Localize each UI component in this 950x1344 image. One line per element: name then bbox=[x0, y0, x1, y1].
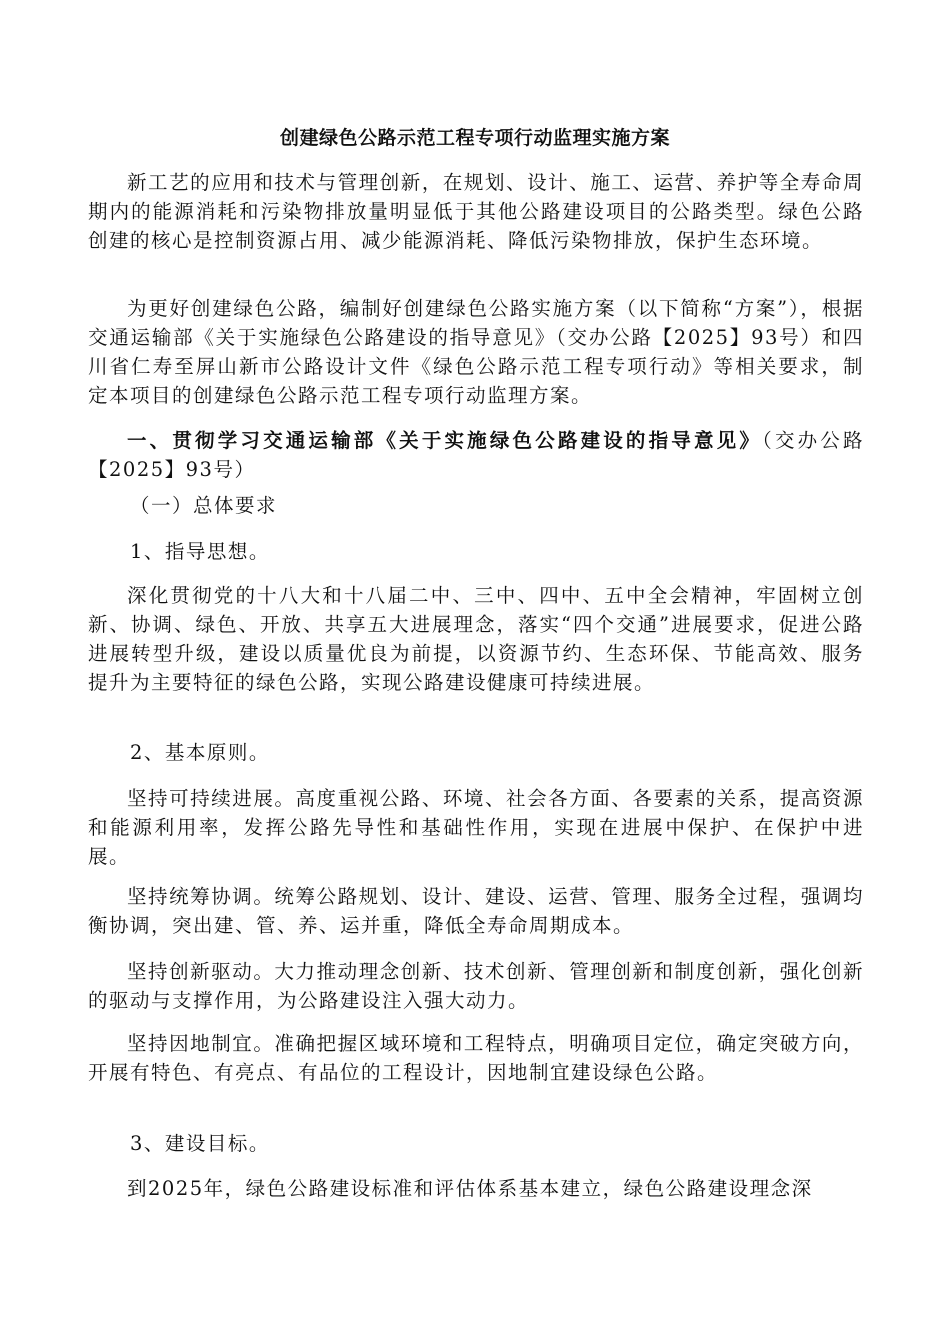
item-3-heading: 3、建设目标。 bbox=[130, 1132, 270, 1155]
section-1-reference: （交办公路【2025】93号） bbox=[88, 429, 864, 481]
item-3-text: 到2025年，绿色公路建设标准和评估体系基本建立，绿色公路建设理念深 bbox=[127, 1177, 813, 1200]
principle-paragraph: 坚持可持续进展。高度重视公路、环境、社会各方面、各要素的关系，提高资源和能源利用率，发挥公路先导性和基础性作用，实现在进展中保护、在保护中进展。 bbox=[88, 787, 864, 868]
document-title: 创建绿色公路示范工程专项行动监理实施方案 bbox=[279, 127, 670, 149]
section-1-heading bbox=[88, 426, 864, 484]
principle-paragraph: 坚持统筹协调。统筹公路规划、设计、建设、运营、管理、服务全过程，强调均衡协调，突出建、管、养、运并重，降低全寿命周期成本。 bbox=[88, 885, 864, 937]
principle-paragraph: 坚持创新驱动。大力推动理念创新、技术创新、管理创新和制度创新，强化创新的驱动与支撑作用，为公路建设注入强大动力。 bbox=[88, 960, 864, 1012]
item-1-text: 深化贯彻党的十八大和十八届二中、三中、四中、五中全会精神，牢固树立创新、协调、绿色、开放、共享五大进展理念，落实“四个交通”进展要求，促进公路进展转型升级，建设以质量优良为前提，以资源节约、生态环保、节能高效、服务提升为主要特征的绿色公路，实现公路建设健康可持续进展。 bbox=[88, 584, 864, 694]
principle-paragraph: 坚持因地制宜。准确把握区域环境和工程特点，明确项目定位，确定突破方向，开展有特色、有亮点、有品位的工程设计，因地制宜建设绿色公路。 bbox=[88, 1032, 864, 1084]
intro-paragraph-1: 新工艺的应用和技术与管理创新，在规划、设计、施工、运营、养护等全寿命周期内的能源消耗和污染物排放量明显低于其他公路建设项目的公路类型。绿色公路创建的核心是控制资源占用、减少能源消耗、降低污染物排放，保护生态环境。 bbox=[88, 171, 864, 252]
subsection-heading: （一）总体要求 bbox=[130, 494, 278, 517]
intro-paragraph-2: 为更好创建绿色公路，编制好创建绿色公路实施方案（以下简称“方案”），根据交通运输部《关于实施绿色公路建设的指导意见》（交办公路【2025】93号）和四川省仁寿至屏山新市公路设计文件《绿色公路示范工程专项行动》等相关要求，制定本项目的创建绿色公路示范工程专项行动监理方案。 bbox=[88, 297, 864, 407]
section-1-title: 一、贯彻学习交通运输部《关于实施绿色公路建设的指导意见》 bbox=[127, 429, 763, 452]
item-1-heading: 1、指导思想。 bbox=[130, 540, 270, 563]
item-2-heading: 2、基本原则。 bbox=[130, 741, 270, 764]
